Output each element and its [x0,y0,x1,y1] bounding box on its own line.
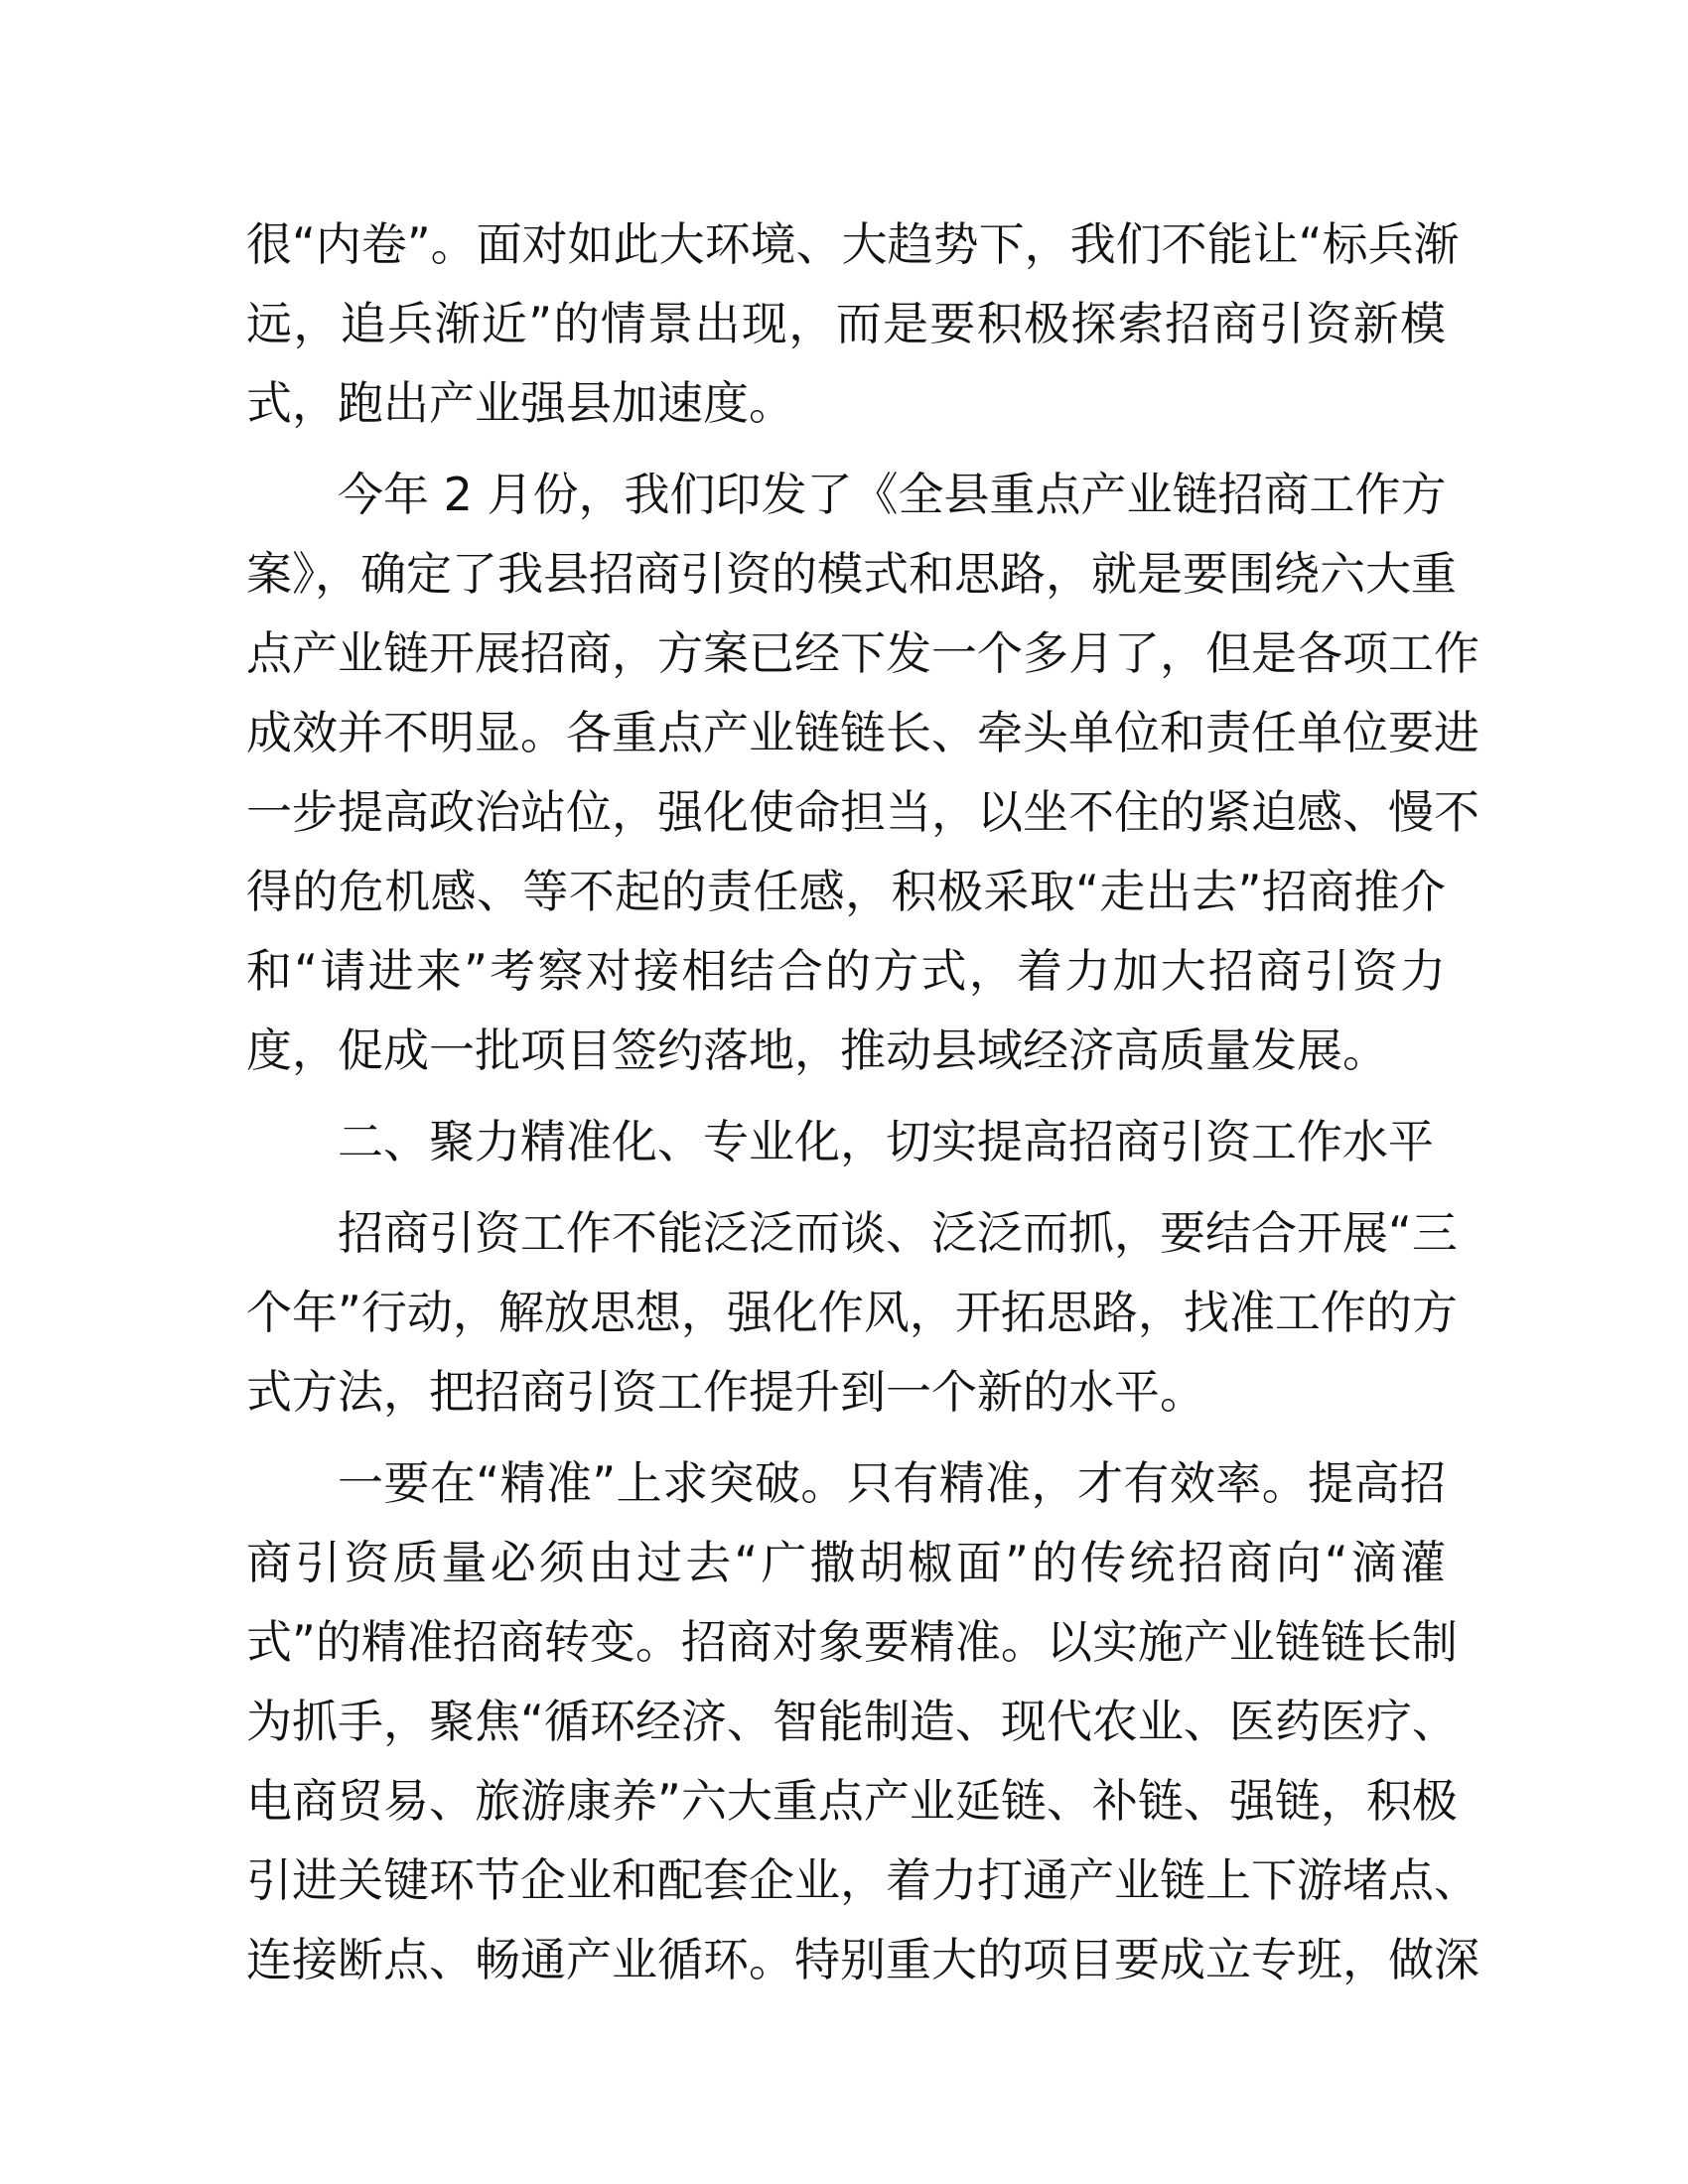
text-line: 式”的精准招商转变。招商对象要精准。以实施产业链链长制 [246,1615,1458,1669]
text-line: 式，跑出产业强县加速度。 [246,376,794,430]
text-line: 商引资质量必须由过去“广撒胡椒面”的传统招商向“滴灌 [246,1536,1446,1589]
paragraph [246,455,1479,1090]
text-line: 电商贸易、旅游康养”六大重点产业延链、补链、强链，积极 [246,1774,1458,1828]
text-line: 和“请进来”考察对接相结合的方式，着力加大招商引资力 [246,944,1446,998]
text-line: 点产业链开展招商，方案已经下发一个多月了，但是各项工作 [246,626,1479,680]
paragraph [246,1193,1458,1432]
text-line: 度，促成一批项目签约落地，推动县域经济高质量发展。 [246,1024,1388,1077]
text-line: 得的危机感、等不起的责任感，积极采取“走出去”招商推介 [246,865,1446,918]
paragraph [246,1443,1479,1999]
body-text [246,205,1479,1999]
text-line: 式方法，把招商引资工作提升到一个新的水平。 [246,1365,1205,1419]
section-heading [246,1102,1446,1181]
text-line: 远，追兵渐近”的情景出现，而是要积极探索招商引资新模 [246,297,1446,350]
text-line: 招商引资工作不能泛泛而谈、泛泛而抓，要结合开展“三 [338,1206,1458,1260]
paragraph [246,205,1460,443]
text-line: 一要在“精准”上求突破。只有精准，才有效率。提高招 [338,1456,1446,1510]
text-line: 成效并不明显。各重点产业链链长、牵头单位和责任单位要进 [246,706,1479,759]
text-line: 连接断点、畅通产业循环。特别重大的项目要成立专班，做深 [246,1933,1479,1986]
text-line: 个年”行动，解放思想，强化作风，开拓思路，找准工作的方 [246,1286,1458,1339]
text-line: 一步提高政治站位，强化使命担当，以坐不住的紧迫感、慢不 [246,785,1479,839]
text-line: 今年 2 月份，我们印发了《全县重点产业链招商工作方 [338,468,1447,521]
text-line: 为抓手，聚焦“循环经济、智能制造、现代农业、医药医疗、 [246,1695,1458,1748]
text-line: 案》，确定了我县招商引资的模式和思路，就是要围绕六大重 [246,547,1457,601]
text-line: 引进关键环节企业和配套企业，着力打通产业链上下游堵点、 [246,1853,1479,1907]
text-line: 二、聚力精准化、专业化，切实提高招商引资工作水平 [338,1115,1434,1168]
text-line: 很“内卷”。面对如此大环境、大趋势下，我们不能让“标兵渐 [246,217,1460,271]
